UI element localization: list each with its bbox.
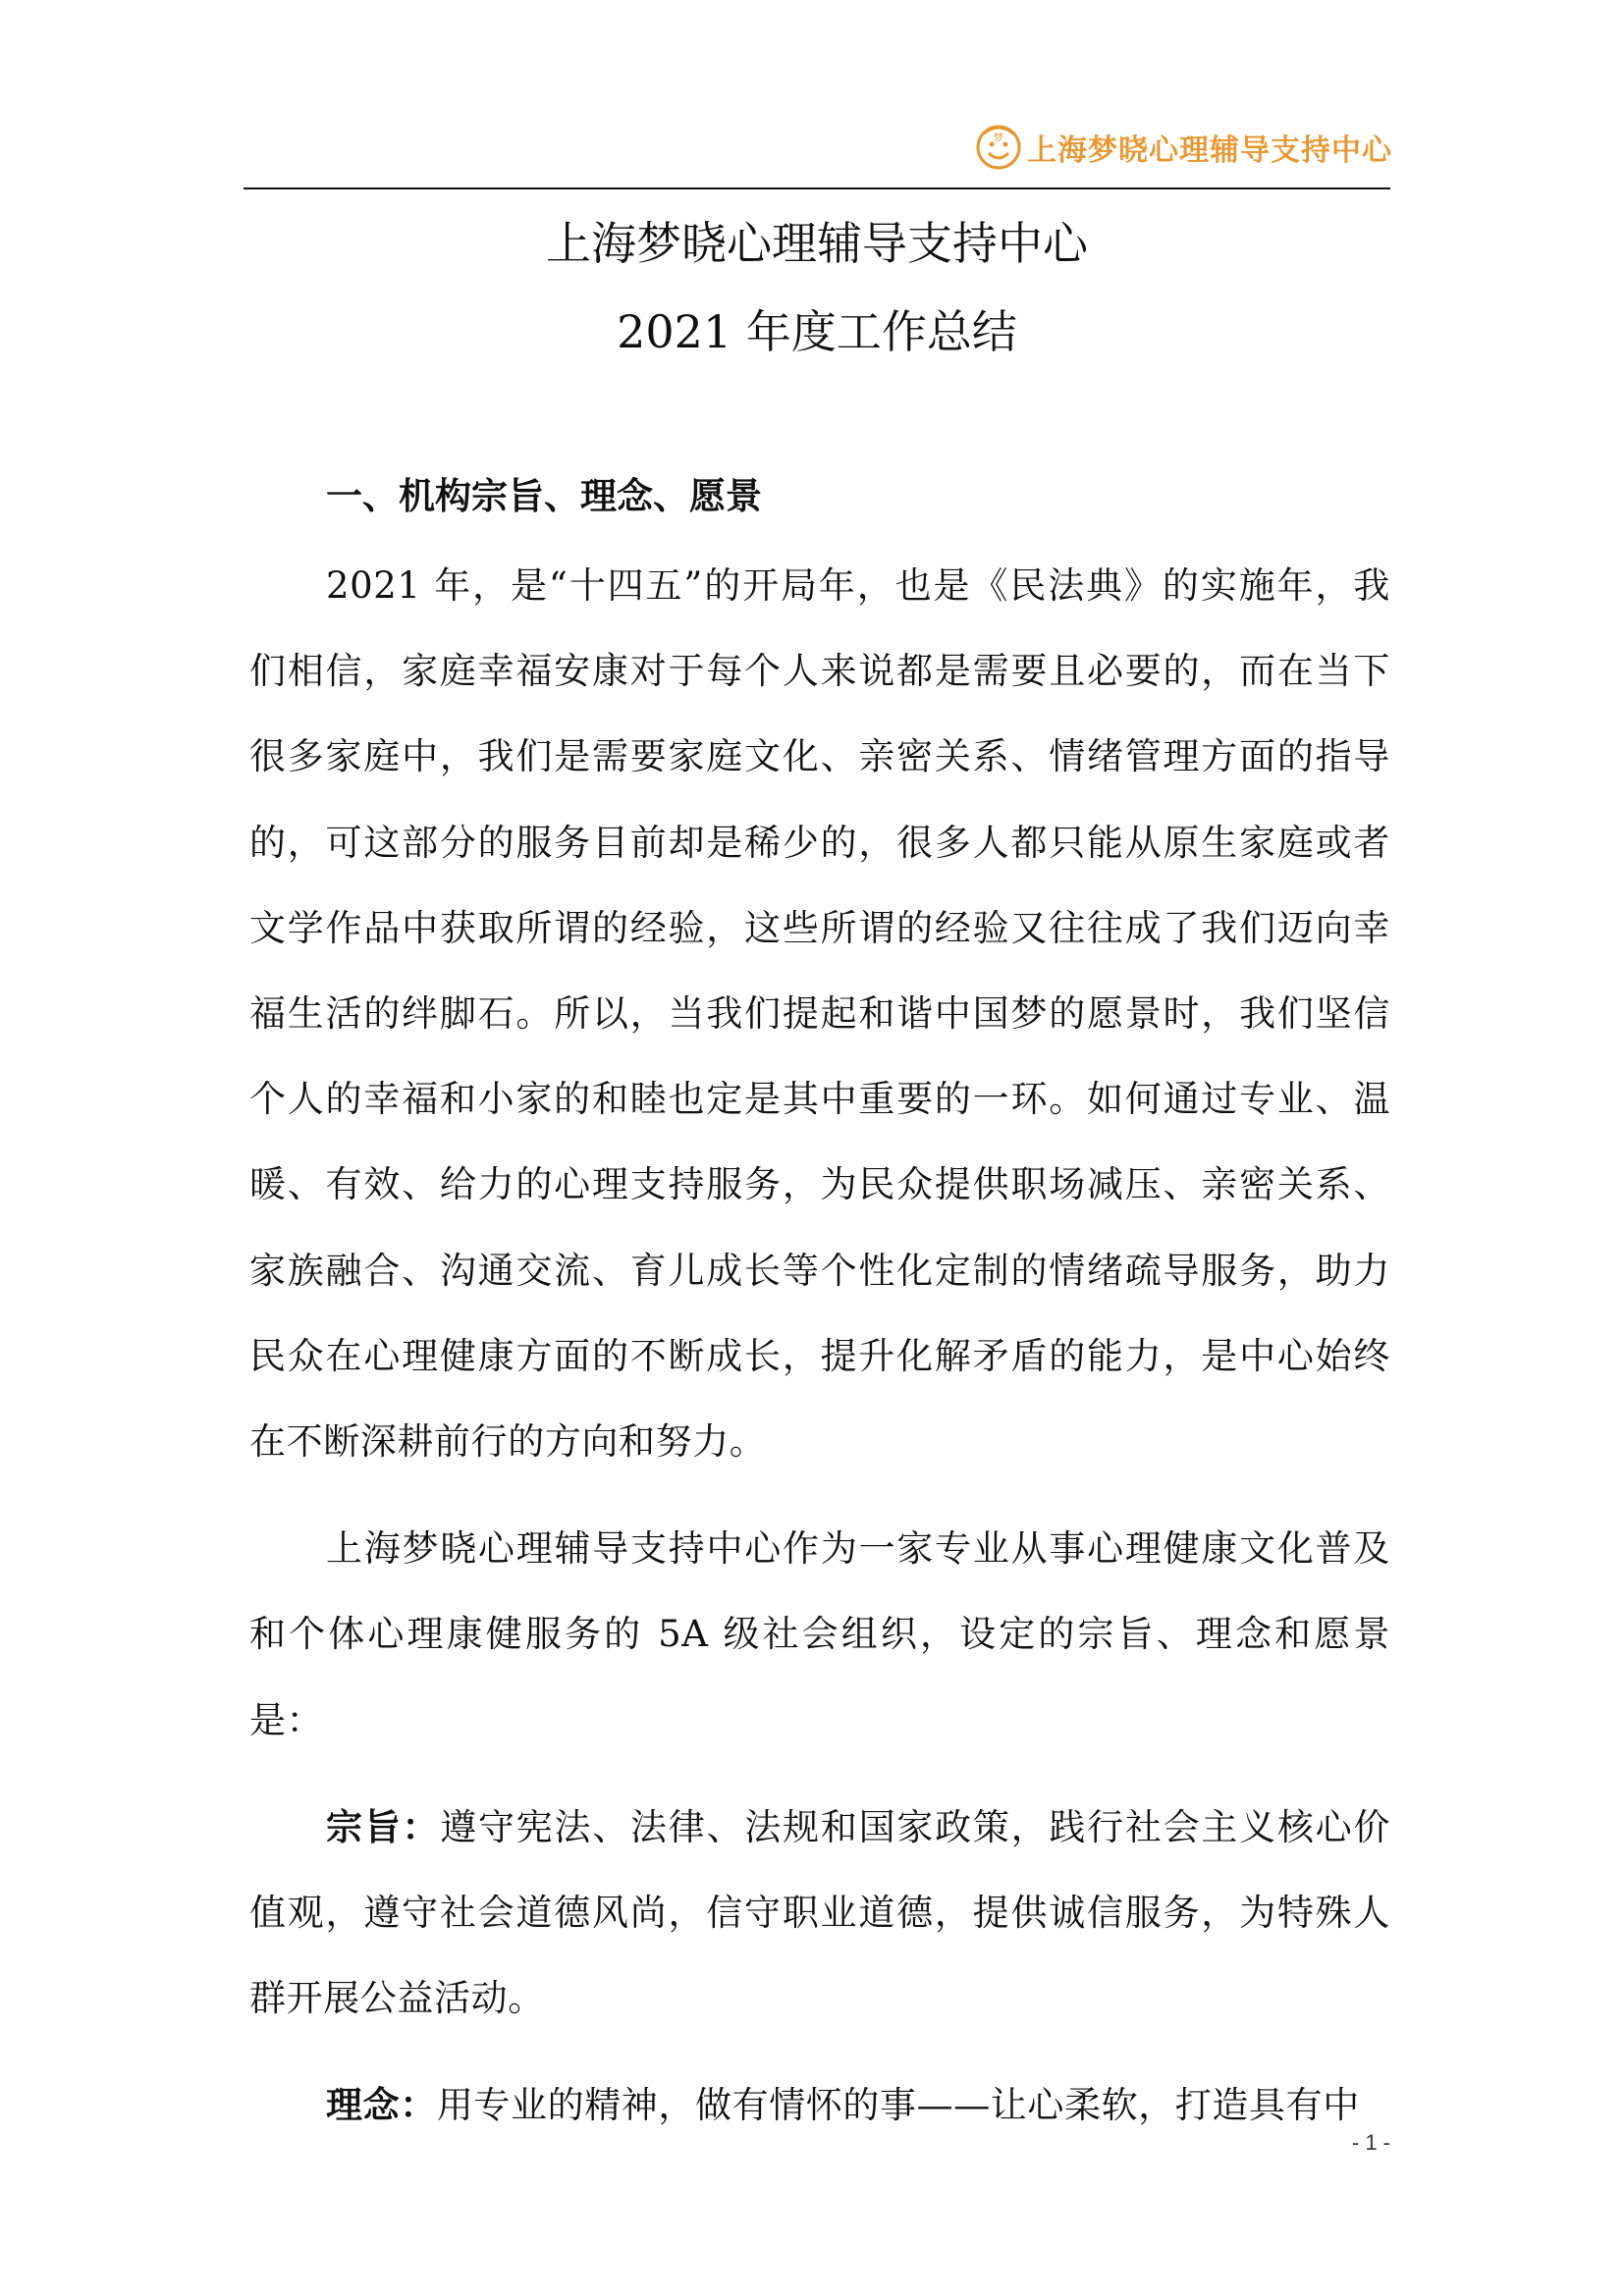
document-subtitle: 2021 年度工作总结 [617, 305, 1017, 358]
paragraph-concept [249, 2062, 1390, 2148]
paragraph-mission [249, 1785, 1390, 2042]
mission-text: 遵守宪法、法律、法规和国家政策，践行社会主义核心价值观，遵守社会道德风尚，信守职业道德，提供诚信服务，为特殊人群开展公益活动。 [249, 1805, 1390, 2020]
page-header [974, 113, 1392, 182]
document-body [249, 454, 1390, 2149]
concept-label: 理念： [326, 2084, 437, 2127]
paragraph-intro: 2021 年，是“十四五”的开局年，也是《民法典》的实施年，我们相信，家庭幸福安康对于每个人来说都是需要且必要的，而在当下很多家庭中，我们是需要家庭文化、亲密关系、情绪管理方面的指导的，可这部分的服务目前却是稀少的，很多人都只能从原生家庭或者文学作品中获取所谓的经验，这些所谓的经验又往往成了我们迈向幸福生活的绊脚石。所以，当我们提起和谐中国梦的愿景时，我们坚信个人的幸福和小家的和睦也定是其中重要的一环。如何通过专业、温暖、有效、给力的心理支持服务，为民众提供职场减压、亲密关系、家族融合、沟通交流、育儿成长等个性化定制的情绪疏导服务，助力民众在心理健康方面的不断成长，提升化解矛盾的能力，是中心始终在不断深耕前行的方向和努力。 [249, 564, 1390, 1464]
logo-glyph: 梦 [993, 132, 1004, 144]
concept-text: 用专业的精神，做有情怀的事——让心柔软，打造具有中 [436, 2084, 1360, 2127]
section-heading: 一、机构宗旨、理念、愿景 [326, 475, 762, 517]
header-org-name: 上海梦晓心理辅导支持中心 [1027, 133, 1392, 168]
paragraph-organization: 上海梦晓心理辅导支持中心作为一家专业从事心理健康文化普及和个体心理康健服务的 5A 级社会组织，设定的宗旨、理念和愿景是： [249, 1527, 1390, 1741]
document-title: 上海梦晓心理辅导支持中心 [546, 217, 1088, 270]
page-number: - 1 - [1351, 2130, 1390, 2155]
header-divider [244, 187, 1390, 189]
mission-label: 宗旨： [326, 1805, 441, 1848]
smiling-face-logo-icon [974, 120, 1023, 175]
